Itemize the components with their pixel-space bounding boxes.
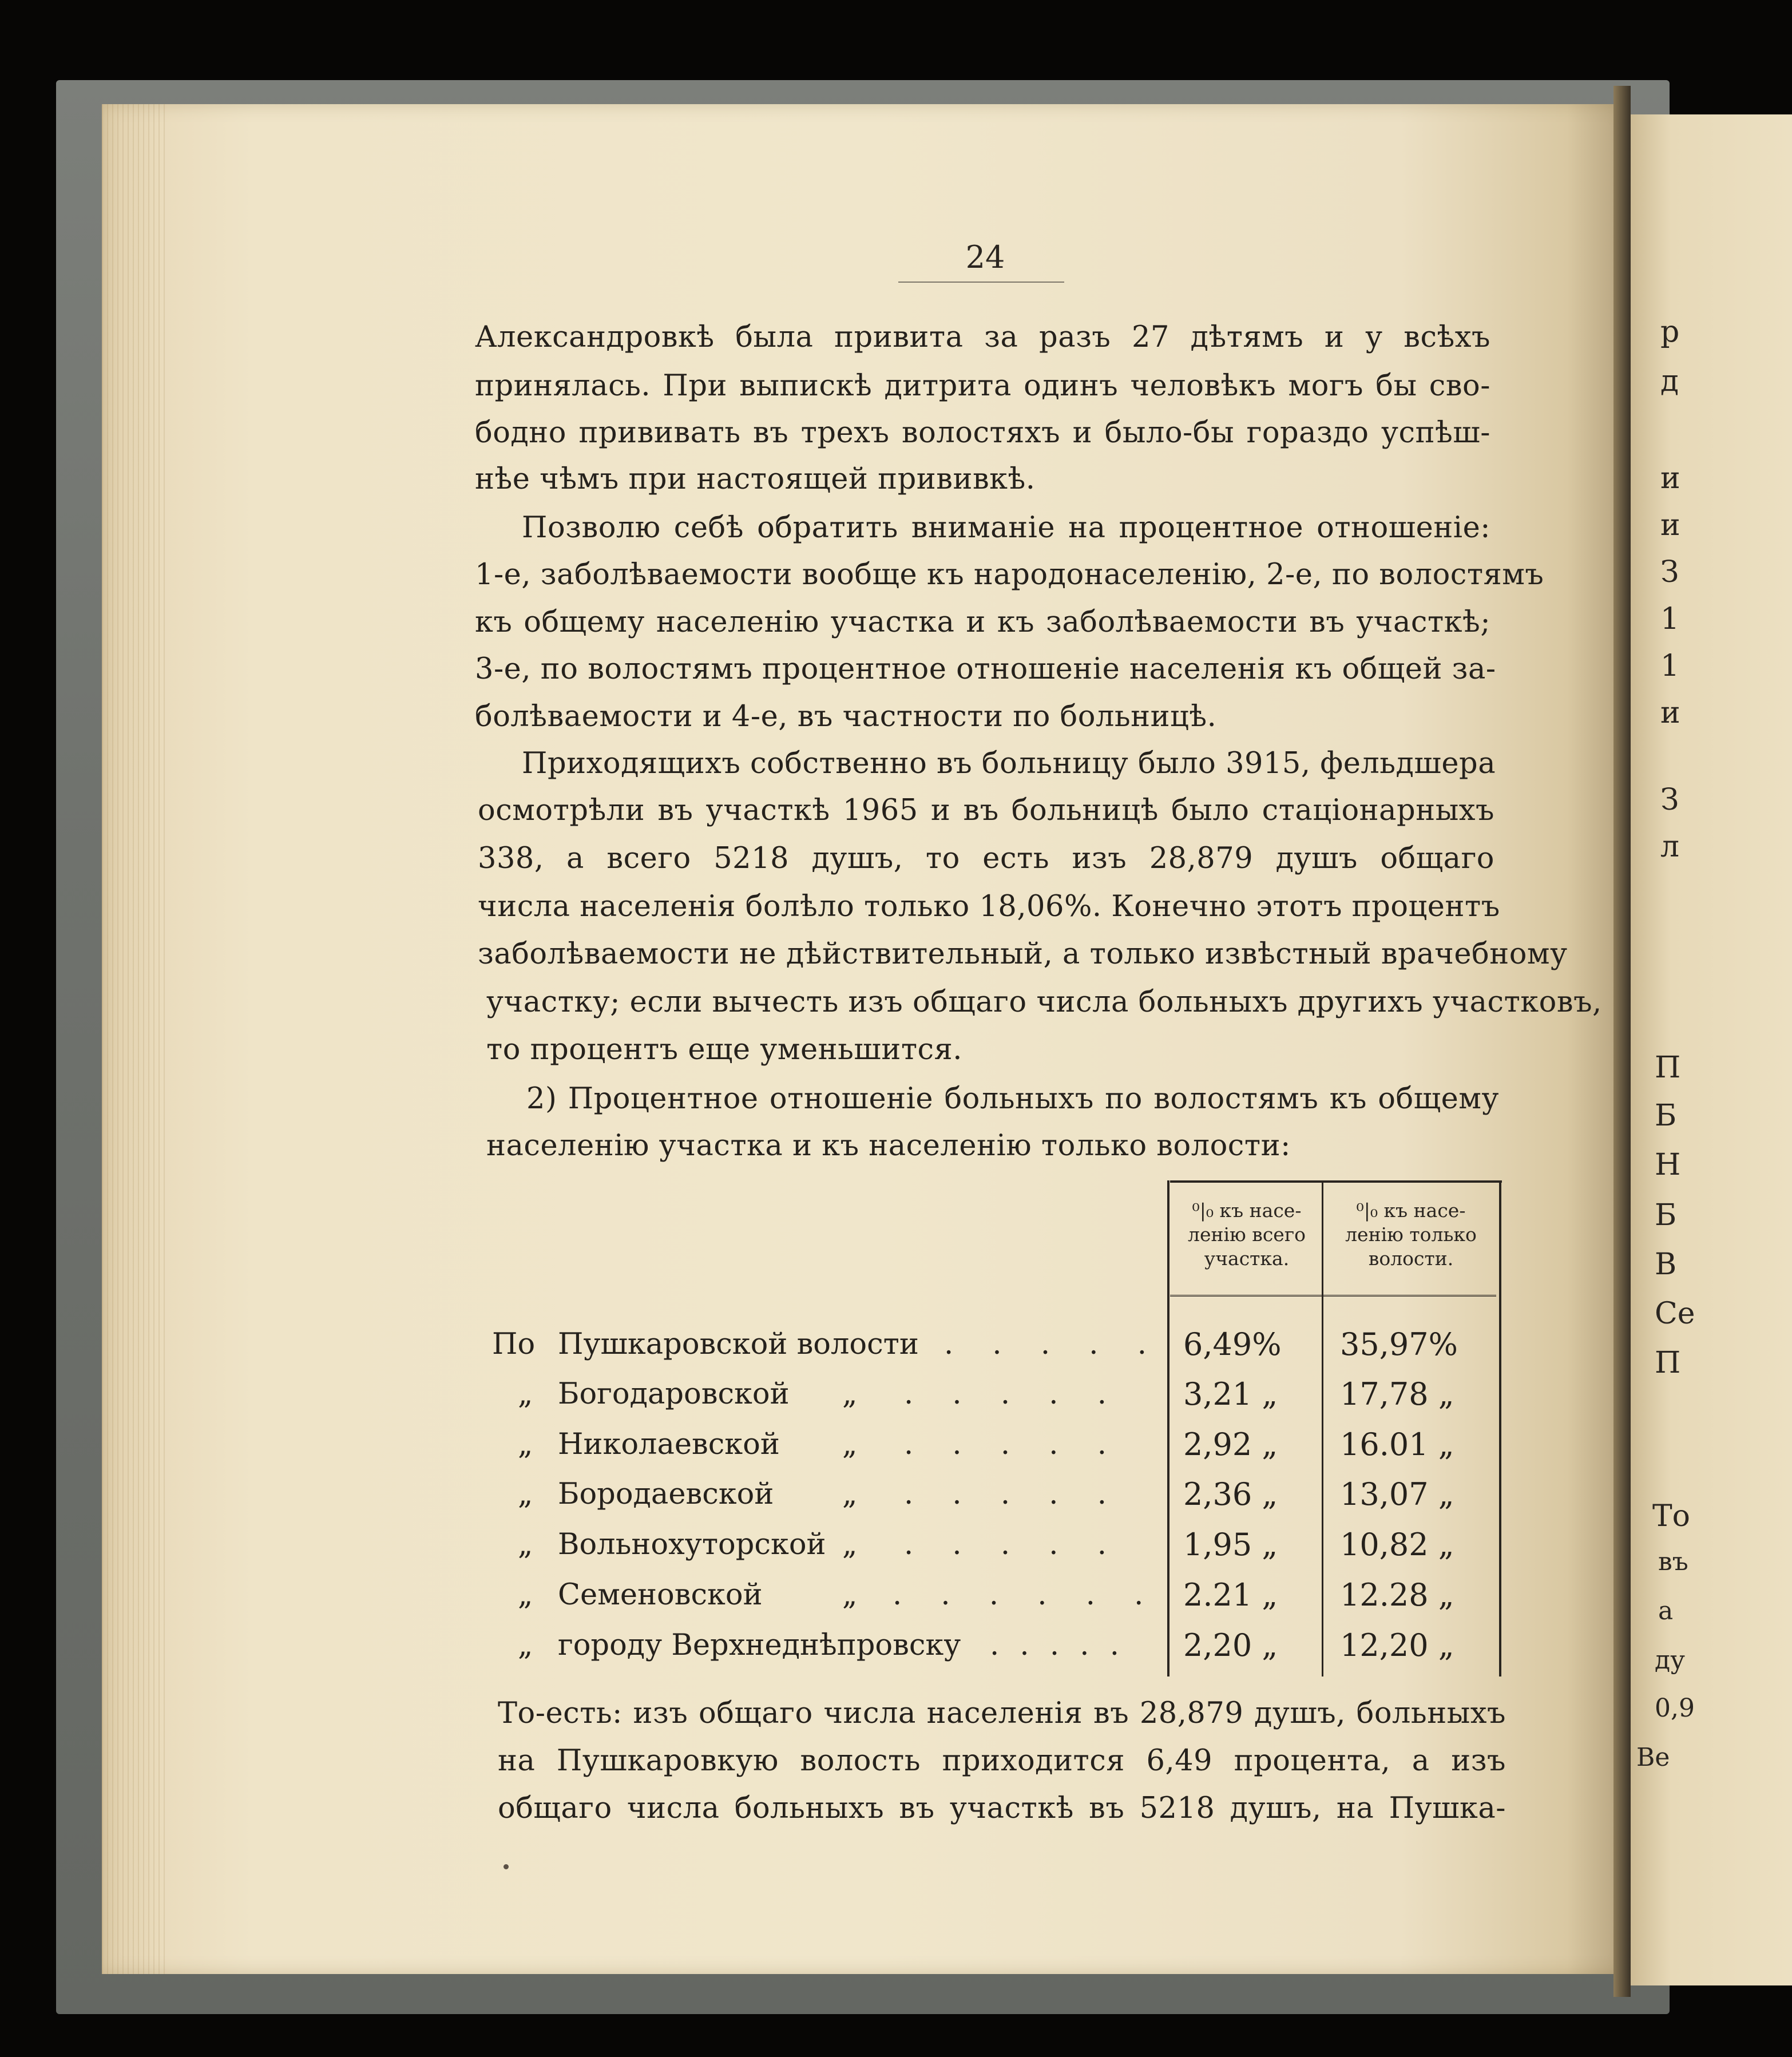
table-column-rule bbox=[1322, 1180, 1323, 1676]
text-line: участку; если вычесть изъ общаго числа больныхъ другихъ участковъ, bbox=[486, 985, 1602, 1019]
text-line: общаго числа больныхъ въ участкѣ въ 5218 душъ, на Пушка- bbox=[498, 1792, 1506, 1825]
text-line: То-есть: изъ общаго числа населенія въ 28,879 душъ, больныхъ bbox=[498, 1697, 1506, 1730]
row-prefix: По bbox=[492, 1327, 536, 1361]
next-page-fragment: л bbox=[1660, 830, 1680, 864]
next-page-fragment: д bbox=[1660, 364, 1679, 398]
page-number-rule bbox=[898, 282, 1064, 283]
next-page-fragment: 1 bbox=[1660, 649, 1680, 683]
row-leader-dots: . . . . . bbox=[904, 1428, 1121, 1461]
row-prefix: „ bbox=[518, 1477, 533, 1511]
row-name: Николаевской bbox=[558, 1428, 780, 1461]
text-line: населенію участка и къ населенію только волости: bbox=[486, 1129, 1291, 1163]
table-column-rule bbox=[1499, 1180, 1501, 1676]
next-page-fragment: р bbox=[1660, 315, 1680, 349]
next-page-fragment: 1 bbox=[1660, 602, 1680, 636]
next-page-fragment: и bbox=[1660, 696, 1680, 730]
text-line: 3-е, по волостямъ процентное отношеніе населенія къ общей за- bbox=[475, 652, 1496, 686]
next-page-fragment: Н bbox=[1655, 1148, 1681, 1182]
next-page-fragment: В bbox=[1655, 1247, 1677, 1282]
row-ditto: „ bbox=[842, 1528, 858, 1561]
text-line: то процентъ еще уменьшится. bbox=[486, 1033, 962, 1067]
text-line: осмотрѣли въ участкѣ 1965 и въ больницѣ было стаціонарныхъ bbox=[478, 794, 1494, 827]
text-line: Позволю себѣ обратить вниманіе на процентное отношеніе: bbox=[522, 511, 1490, 545]
row-leader-dots: . . . . . bbox=[944, 1327, 1161, 1361]
table-header-rule bbox=[1170, 1295, 1496, 1297]
row-prefix: „ bbox=[518, 1428, 533, 1461]
next-page-fragment: Ве bbox=[1636, 1743, 1670, 1772]
table-cell-col1: 2,36 „ bbox=[1183, 1476, 1278, 1512]
table-cell-col1: 2,92 „ bbox=[1183, 1426, 1278, 1463]
row-ditto: „ bbox=[842, 1428, 858, 1461]
row-name: городу Верхнеднѣпровску bbox=[558, 1628, 961, 1662]
row-ditto: „ bbox=[842, 1578, 858, 1612]
row-leader-dots: . . . . . . bbox=[893, 1578, 1159, 1612]
table-cell-col2: 35,97% bbox=[1340, 1326, 1458, 1362]
row-ditto: „ bbox=[842, 1477, 858, 1511]
text-line: Приходящихъ собственно въ больницу было 3915, фельдшера bbox=[522, 747, 1496, 780]
row-prefix: „ bbox=[518, 1377, 533, 1411]
row-leader-dots: . . . . . bbox=[904, 1477, 1121, 1511]
text-line: 2) Процентное отношеніе больныхъ по волостямъ къ общему bbox=[526, 1082, 1499, 1116]
table-cell-col2: 13,07 „ bbox=[1340, 1476, 1454, 1512]
next-page-fragment: и bbox=[1660, 461, 1680, 496]
next-page-fragment: Б bbox=[1655, 1198, 1677, 1232]
next-page-fragment: ду bbox=[1655, 1646, 1685, 1675]
next-page-fragment: П bbox=[1655, 1051, 1681, 1085]
row-prefix: „ bbox=[518, 1578, 533, 1612]
text-line: къ общему населенію участка и къ заболѣваемости въ участкѣ; bbox=[475, 605, 1490, 639]
table-row-label bbox=[492, 1572, 1159, 1618]
next-page-fragment: и bbox=[1660, 508, 1680, 542]
table-cell-col1: 3,21 „ bbox=[1183, 1376, 1278, 1412]
table-row-label bbox=[492, 1522, 1150, 1568]
table-row-label bbox=[492, 1372, 1150, 1417]
table-row-label bbox=[492, 1472, 1150, 1517]
table-header-col2: ⁰|₀ къ насе- ленію только волости. bbox=[1345, 1199, 1477, 1270]
row-name: Вольнохуторской bbox=[558, 1528, 826, 1561]
next-page-fragment: Се bbox=[1655, 1297, 1695, 1331]
row-prefix: „ bbox=[518, 1628, 533, 1662]
text-line: принялась. При выпискѣ дитрита одинъ человѣкъ могъ бы сво- bbox=[475, 369, 1490, 403]
text-line: 338, а всего 5218 душъ, то есть изъ 28,879 душъ общаго bbox=[478, 842, 1494, 875]
table-cell-col2: 12.28 „ bbox=[1340, 1577, 1454, 1613]
row-name: Семеновской bbox=[558, 1578, 763, 1612]
page-number: 24 bbox=[965, 239, 1005, 275]
next-page-fragment: въ bbox=[1658, 1547, 1688, 1576]
text-line: нѣе чѣмъ при настоящей прививкѣ. bbox=[475, 462, 1036, 496]
next-page-fragment: З bbox=[1660, 783, 1679, 817]
text-line: Александровкѣ была привита за разъ 27 дѣтямъ и у всѣхъ bbox=[475, 320, 1490, 354]
text-line: заболѣваемости не дѣйствительный, а только извѣстный врачебному bbox=[478, 937, 1568, 971]
row-name: Бородаевской bbox=[558, 1477, 774, 1511]
table-top-rule bbox=[1170, 1180, 1502, 1183]
table-cell-col1: 6,49% bbox=[1183, 1326, 1282, 1362]
row-name: Пушкаровской волости bbox=[558, 1327, 919, 1361]
text-line: бодно прививать въ трехъ волостяхъ и было-бы гораздо успѣш- bbox=[475, 416, 1490, 450]
next-page-fragment: То bbox=[1652, 1499, 1690, 1533]
next-page-fragment: Б bbox=[1655, 1099, 1677, 1133]
next-page-fragment: а bbox=[1658, 1596, 1674, 1626]
paper-speck bbox=[503, 1864, 509, 1869]
table-cell-col2: 17,78 „ bbox=[1340, 1376, 1454, 1412]
text-line: болѣваемости и 4-е, въ частности по больницѣ. bbox=[475, 700, 1217, 734]
text-line: числа населенія болѣло только 18,06%. Конечно этотъ процентъ bbox=[478, 890, 1500, 924]
row-leader-dots: . . . . . bbox=[990, 1628, 1125, 1662]
row-ditto: „ bbox=[842, 1377, 858, 1411]
next-page-fragment: 0,9 bbox=[1655, 1694, 1695, 1723]
table-cell-col2: 12,20 „ bbox=[1340, 1627, 1454, 1663]
row-prefix: „ bbox=[518, 1528, 533, 1561]
table-column-rule bbox=[1167, 1180, 1169, 1676]
table-cell-col1: 2,20 „ bbox=[1183, 1627, 1278, 1663]
table-header-col1: ⁰|₀ къ насе- ленію всего участка. bbox=[1187, 1199, 1306, 1270]
table-row-label bbox=[492, 1322, 1161, 1368]
table-cell-col1: 1,95 „ bbox=[1183, 1527, 1278, 1563]
row-leader-dots: . . . . . bbox=[904, 1377, 1121, 1411]
row-name: Богодаровской bbox=[558, 1377, 790, 1411]
text-line: на Пушкаровкую волость приходится 6,49 процента, а изъ bbox=[498, 1744, 1506, 1778]
table-row-label bbox=[492, 1623, 1150, 1668]
table-row-label bbox=[492, 1422, 1150, 1468]
table-cell-col2: 10,82 „ bbox=[1340, 1527, 1454, 1563]
next-page-fragment: П bbox=[1655, 1346, 1681, 1380]
next-page-fragment: З bbox=[1660, 555, 1679, 589]
table-cell-col1: 2.21 „ bbox=[1183, 1577, 1278, 1613]
row-leader-dots: . . . . . bbox=[904, 1528, 1121, 1561]
table-cell-col2: 16.01 „ bbox=[1340, 1426, 1454, 1463]
text-line: 1-е, заболѣваемости вообще къ народонаселенію, 2-е, по волостямъ bbox=[475, 558, 1544, 592]
